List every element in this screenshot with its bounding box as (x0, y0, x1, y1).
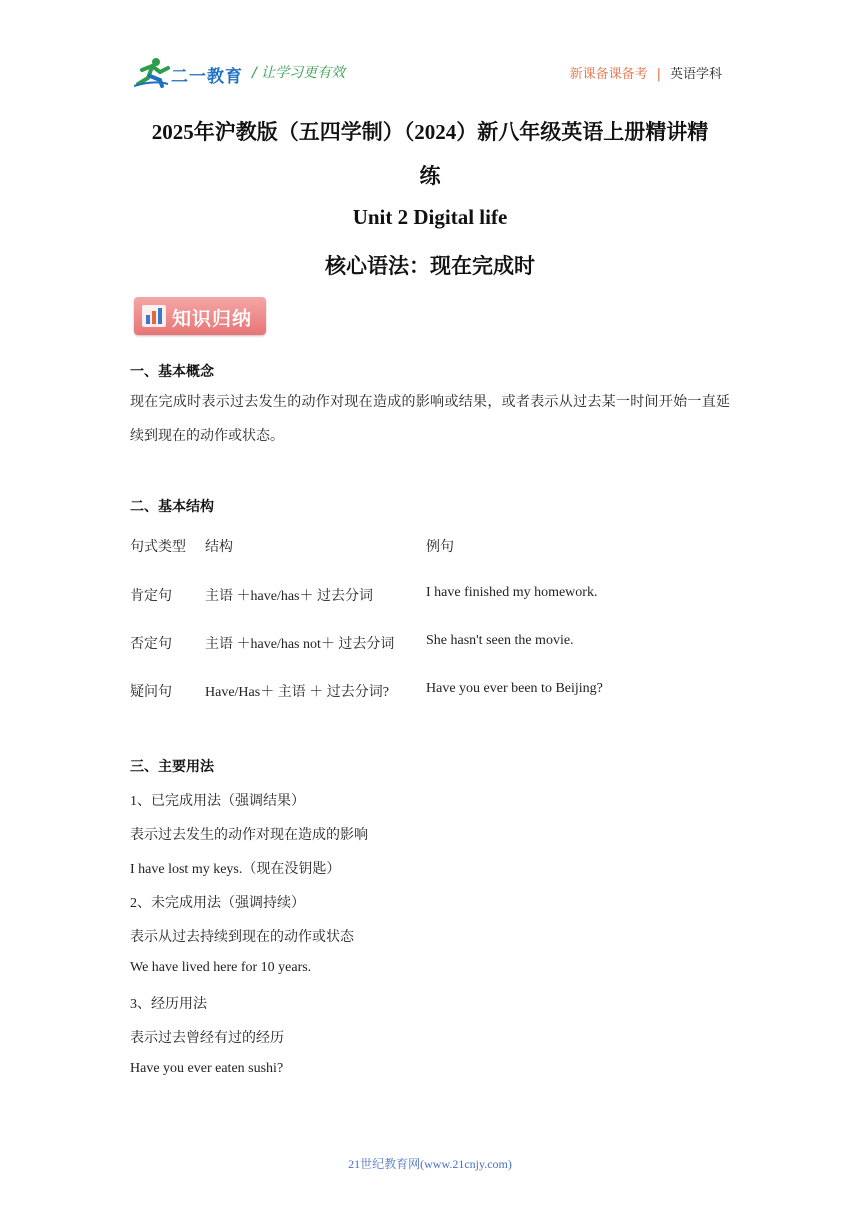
section-heading-basic-structure: 二、基本结构 (130, 500, 214, 515)
grammar-title: 核心语法：现在完成时 (325, 254, 535, 278)
basic-concept-text: 现在完成时表示过去发生的动作对现在造成的影响或结果，或者表示从过去某一时间开始一直延续到现在的动作或状态。 (130, 395, 730, 444)
table-cell: Have/Has＋ 主语 ＋ 过去分词? (205, 685, 389, 700)
table-header-example: 例句 (426, 540, 454, 555)
page-footer: 21世纪教育网(www.21cnjy.com) (348, 1157, 512, 1171)
header-subject-info (570, 63, 722, 82)
usage-line: We have lived here for 10 years. (130, 960, 312, 975)
knowledge-summary-badge (134, 297, 266, 335)
usage-line: 3、经历用法 (130, 997, 207, 1012)
section-heading-basic-concept: 一、基本概念 (130, 365, 214, 380)
usage-line: Have you ever eaten sushi? (130, 1061, 284, 1076)
usage-line: 2、未完成用法（强调持续） (130, 896, 305, 911)
usage-line: 表示从过去持续到现在的动作或状态 (130, 930, 354, 945)
unit-title: Unit 2 Digital life (352, 205, 508, 229)
table-header-type: 句式类型 (130, 540, 186, 555)
usage-line: 表示过去发生的动作对现在造成的影响 (130, 828, 368, 843)
table-cell: She hasn't seen the movie. (426, 633, 574, 648)
table-header-structure: 结构 (205, 540, 233, 555)
header-tagline: 新课备课备考 (569, 67, 648, 82)
table-cell: 主语 ＋have/has not＋ 过去分词 (205, 637, 395, 652)
book-chart-icon (140, 302, 168, 330)
slogan: / 让学习更有效 (252, 65, 346, 81)
usage-line: 表示过去曾经有过的经历 (130, 1031, 284, 1046)
table-cell: 主语 ＋have/has＋ 过去分词 (205, 589, 373, 604)
badge-label: 知识归纳 (172, 308, 253, 330)
header-subject: 英语学科 (669, 67, 722, 82)
usage-line: 1、已完成用法（强调结果） (130, 794, 305, 809)
table-cell: Have you ever been to Beijing? (426, 681, 603, 696)
table-cell: I have finished my homework. (426, 585, 598, 600)
page-header (0, 0, 860, 100)
header-separator: | (656, 67, 661, 82)
section-heading-main-usage: 三、主要用法 (130, 760, 214, 775)
document-title: 2025年沪教版（五四学制）（2024）新八年级英语上册精讲精 (151, 120, 709, 144)
table-cell: 否定句 (130, 637, 172, 652)
logo-text: 二一教育 (171, 67, 243, 87)
table-cell: 疑问句 (130, 685, 172, 700)
document-title-continued: 练 (419, 164, 441, 188)
usage-line: I have lost my keys.（现在没钥匙） (130, 862, 341, 877)
table-cell: 肯定句 (130, 589, 172, 604)
